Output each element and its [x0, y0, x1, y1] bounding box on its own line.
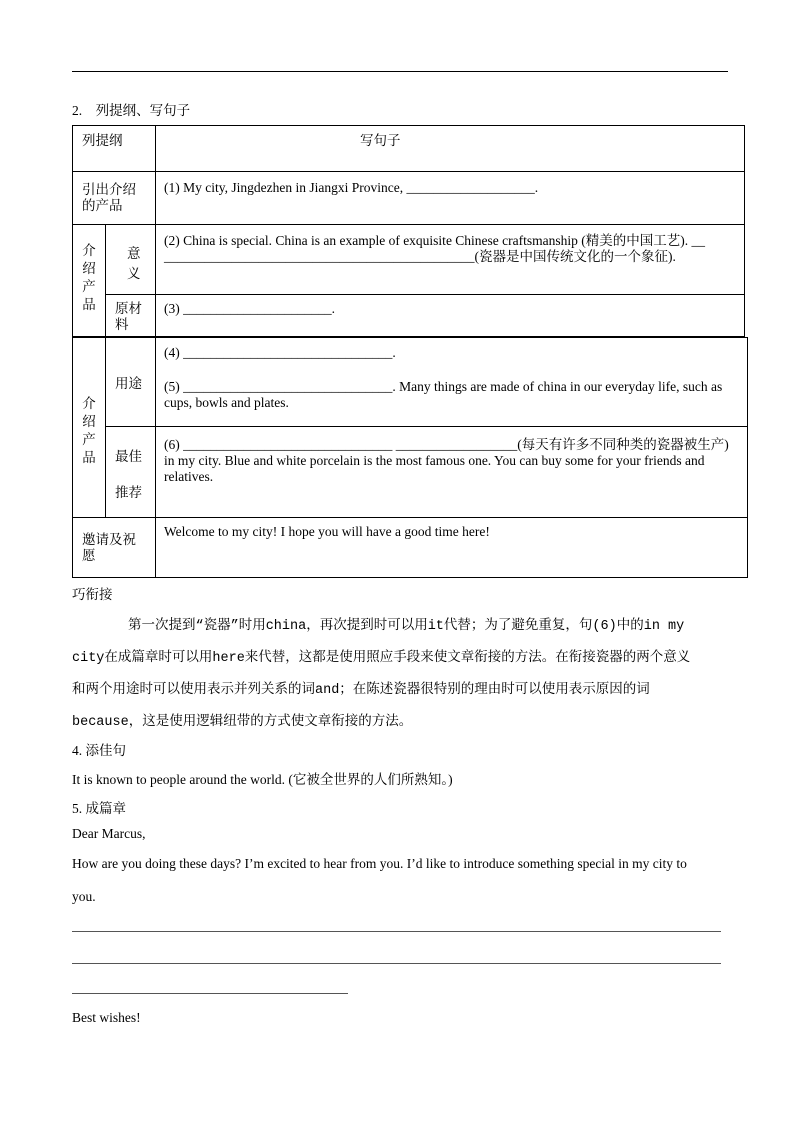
section-5-title: 5. 成篇章	[72, 801, 126, 816]
sentence-3: (3) ______________________.	[164, 301, 335, 316]
letter-closing: Best wishes!	[72, 1010, 141, 1025]
sentence-7: Welcome to my city! I hope you will have a good time here!	[164, 524, 490, 539]
cohesion-line-2: city在成篇章时可以用here来代替，这都是使用照应手段来使文章衔接的方法。在衔接瓷器的两个意义	[72, 651, 691, 666]
header-outline: 列提纲	[82, 133, 123, 148]
sentence-4: (4) _______________________________.	[164, 345, 396, 360]
sentence-5: (5) _______________________________. Many things are made of china in our everyday life, such as cups, bowls and plates.	[164, 379, 723, 410]
label-recommend: 推荐	[115, 485, 142, 500]
letter-greeting: Dear Marcus,	[72, 826, 146, 841]
label-group-1: 介绍产品	[82, 243, 96, 312]
label-meaning: 意义	[127, 246, 141, 281]
sentence-2: (2) China is special. China is an example of exquisite Chinese craftsmanship (精美的中国工艺). __ ______________________________________________(瓷器是中国传统文化的一个象征).	[164, 233, 706, 264]
cohesion-line-4: because，这是使用逻辑纽带的方式使文章衔接的方法。	[72, 715, 413, 730]
section-4-title: 4. 添佳句	[72, 743, 126, 758]
top-rule	[72, 71, 728, 72]
header-sentences: 写句子	[360, 133, 401, 148]
cohesion-line-1: 第一次提到“瓷器”时用china，再次提到时可以用it代替；为了避免重复，句(6)中的in my	[128, 619, 685, 634]
label-intro-product: 引出介绍的产品	[82, 182, 136, 213]
section-2-title: 2. 列提纲、写句子	[72, 103, 191, 118]
label-best: 最佳	[115, 449, 142, 464]
writing-line-1[interactable]	[72, 931, 721, 932]
sentence-1: (1) My city, Jingdezhen in Jiangxi Province, ___________________.	[164, 180, 539, 195]
cohesion-line-3: 和两个用途时可以使用表示并列关系的词and；在陈述瓷器很特别的理由时可以使用表示原因的词	[72, 683, 650, 698]
cohesion-title: 巧衔接	[72, 587, 113, 602]
sentence-6: (6) _______________________________ __________________(每天有许多不同种类的瓷器被生产) in my city. Blue and white porcelain is the most famous one. You can buy some for your friends and relatives.	[164, 437, 729, 484]
label-group-2: 介绍产品	[82, 396, 96, 465]
letter-body-line-2: you.	[72, 889, 96, 904]
writing-line-2[interactable]	[72, 963, 721, 964]
writing-line-3[interactable]	[72, 993, 348, 994]
letter-body-line-1: How are you doing these days? I’m excited to hear from you. I’d like to introduce something special in my city to	[72, 856, 687, 871]
label-invite: 邀请及祝愿	[82, 532, 136, 563]
label-materials: 原材料	[115, 301, 142, 332]
label-uses: 用途	[115, 376, 142, 391]
section-4-sentence: It is known to people around the world. (它被全世界的人们所熟知。)	[72, 772, 453, 787]
